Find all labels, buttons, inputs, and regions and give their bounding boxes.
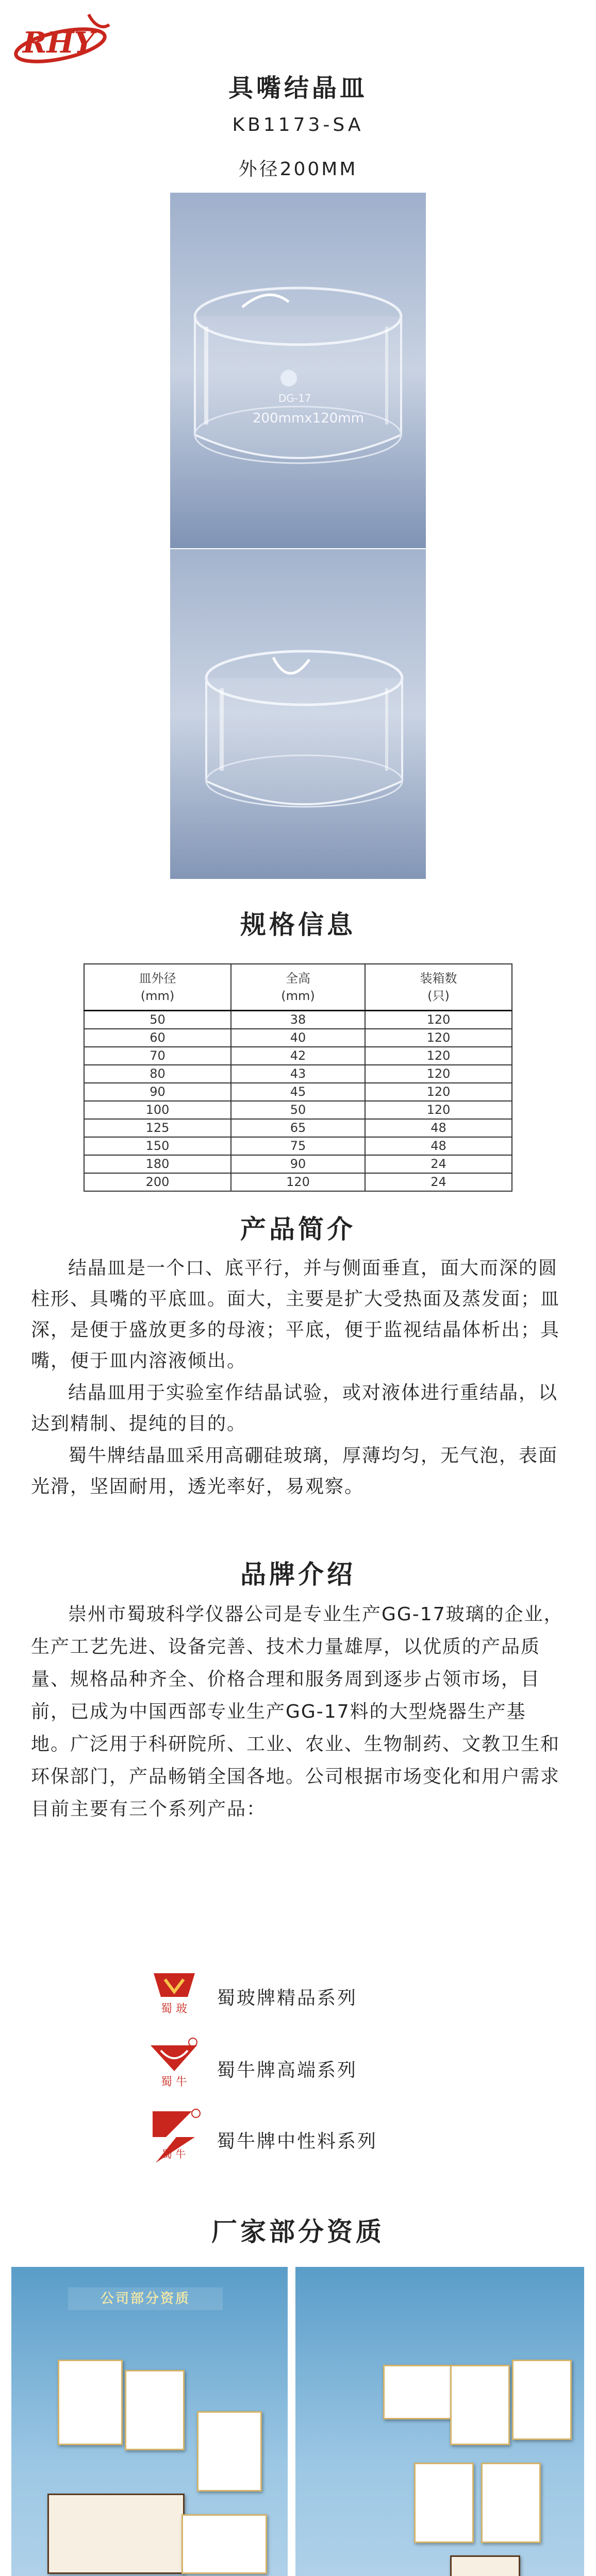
certificate (58, 2360, 123, 2445)
certs-panel-title: 公司部分资质 (68, 2287, 223, 2310)
certificate (481, 2463, 541, 2543)
intro-paragraph-3: 蜀牛牌结晶皿采用高硼硅玻璃，厚薄均匀，无气泡，表面光滑，坚固耐用，透光率好，易观察。 (31, 1445, 558, 1497)
column-header: 装箱数 (只) (365, 964, 512, 1011)
certs-heading: 厂家部分资质 (211, 2217, 385, 2247)
beaker-mark: DG-17 (278, 392, 311, 404)
svg-text:蜀 牛: 蜀 牛 (161, 2076, 187, 2089)
product-name: 具嘴结晶皿 (228, 74, 368, 103)
brand-heading: 品牌介绍 (240, 1560, 356, 1589)
table-row: 150 75 48 (84, 1137, 512, 1155)
certs-panel-right (295, 2267, 584, 2576)
column-header: 皿外径 (mm) (84, 964, 231, 1011)
product-size: 外径200MM (238, 159, 358, 180)
certs-panel-left (11, 2267, 288, 2576)
certificate (450, 2365, 510, 2445)
table-row: 100 50 120 (84, 1101, 512, 1119)
table-row: 50 38 120 (84, 1011, 512, 1029)
svg-text:蜀 牛: 蜀 牛 (162, 2148, 186, 2160)
spec-table (84, 963, 512, 1192)
series-logo-shuniu-high (145, 2035, 203, 2093)
certificate (125, 2370, 185, 2450)
certificate (197, 2411, 262, 2492)
logo-text: RHY (23, 26, 95, 60)
certificate (383, 2365, 453, 2419)
product-photo-front (170, 193, 426, 548)
column-header: 全高 (mm) (231, 964, 365, 1011)
intro-paragraph-2: 结晶皿用于实验室作结晶试验，或对液体进行重结晶，以达到精制、提纯的目的。 (31, 1382, 558, 1434)
table-row: 70 42 120 (84, 1047, 512, 1065)
intro-heading: 产品简介 (240, 1214, 356, 1244)
product-photo-spout (170, 549, 426, 879)
product-model: KB1173-SA (232, 114, 364, 135)
table-row: 80 43 120 (84, 1065, 512, 1083)
table-row: 90 45 120 (84, 1083, 512, 1101)
certificate (450, 2555, 520, 2576)
certificate (181, 2514, 267, 2574)
certificate (414, 2463, 474, 2543)
brand-logo (11, 9, 117, 70)
svg-text:蜀 玻: 蜀 玻 (161, 2003, 187, 2015)
brand-paragraph: 崇州市蜀玻科学仪器公司是专业生产GG-17玻璃的企业，生产工艺先进、设备完善、技术力量雄厚，以优质的产品质量、规格品种齐全、价格合理和服务周到逐步占领市场，目前，已成为中国西部专业生产GG-17料的大型烧器生产基地。广泛用于科研院所、工业、农业、生物制药、文教卫生和环保部门，产品畅销全国各地。公司根据市场变化和用户需求目前主要有三个系列产品： (31, 1604, 564, 1820)
series-item-3: 蜀牛牌中性料系列 (217, 2131, 378, 2152)
beaker-spec: 200mmx120mm (253, 411, 364, 426)
intro-paragraph-1: 结晶皿是一个口、底平行，并与侧面垂直，面大而深的圆柱形、具嘴的平底皿。面大，主要是扩大受热面及蒸发面；皿深，是便于盛放更多的母液；平底，便于监视结晶体析出；具嘴，便于皿内溶液倾出。 (31, 1258, 560, 1371)
table-row: 125 65 48 (84, 1119, 512, 1137)
certificate (512, 2360, 572, 2440)
table-row: 180 90 24 (84, 1155, 512, 1173)
series-item-2: 蜀牛牌高端系列 (217, 2060, 358, 2081)
table-row: 60 40 120 (84, 1029, 512, 1047)
series-item-1: 蜀玻牌精品系列 (217, 1988, 358, 2009)
table-row: 200 120 24 (84, 1173, 512, 1191)
series-logo-shubo (145, 1963, 203, 2021)
spec-heading: 规格信息 (240, 910, 356, 940)
series-logo-shuniu-neutral (145, 2106, 203, 2164)
certificate (47, 2494, 185, 2574)
table-header-row (84, 964, 512, 1011)
